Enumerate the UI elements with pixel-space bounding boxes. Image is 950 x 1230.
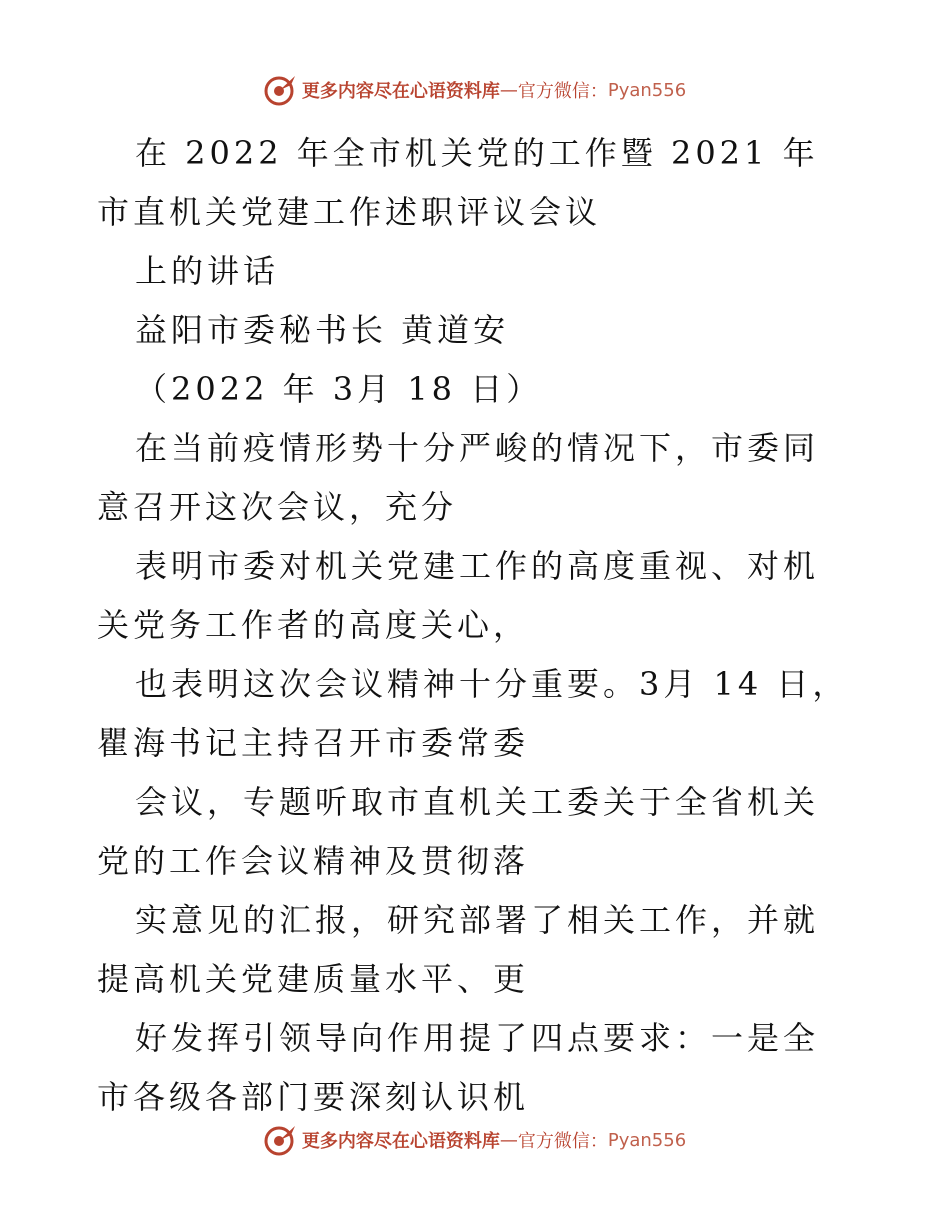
watermark-official-label: 官方微信：: [517, 81, 608, 102]
body-paragraph: 表明市委对机关党建工作的高度重视、对机关党务工作者的高度关心，: [97, 547, 820, 644]
author-line: 益阳市委秘书长 黄道安: [135, 311, 510, 349]
footer-watermark: [0, 1120, 950, 1160]
watermark-separator: —: [499, 79, 518, 101]
watermark-wechat-id: Pyan556: [607, 1129, 687, 1151]
title-line-2: 上的讲话: [135, 252, 280, 290]
title-line-1: 在 2022 年全市机关党的工作暨 2021 年市直机关党建工作述职评议会议: [97, 134, 819, 231]
watermark-brand: 更多内容尽在心语资料库: [301, 81, 500, 102]
quill-logo-icon: [264, 73, 298, 107]
body-paragraph: 好发挥引领导向作用提了四点要求：一是全市各级各部门要深刻认识机: [97, 1019, 820, 1116]
body-paragraph: 实意见的汇报，研究部署了相关工作，并就提高机关党建质量水平、更: [97, 901, 820, 998]
watermark-wechat-id: Pyan556: [607, 79, 687, 101]
body-paragraph: 也表明这次会议精神十分重要。3月 14 日，瞿海书记主持召开市委常委: [97, 665, 849, 762]
body-paragraph: 会议，专题听取市直机关工委关于全省机关党的工作会议精神及贯彻落: [97, 783, 820, 880]
date-line: （2022 年 3月 18 日）: [135, 370, 543, 408]
watermark-official-label: 官方微信：: [517, 1131, 608, 1152]
watermark-separator: —: [499, 1129, 518, 1151]
watermark-brand: 更多内容尽在心语资料库: [301, 1131, 500, 1152]
body-paragraph: 在当前疫情形势十分严峻的情况下，市委同意召开这次会议，充分: [97, 429, 820, 526]
quill-logo-icon: [264, 1123, 298, 1157]
document-body: [97, 124, 853, 1127]
header-watermark: [0, 70, 950, 110]
